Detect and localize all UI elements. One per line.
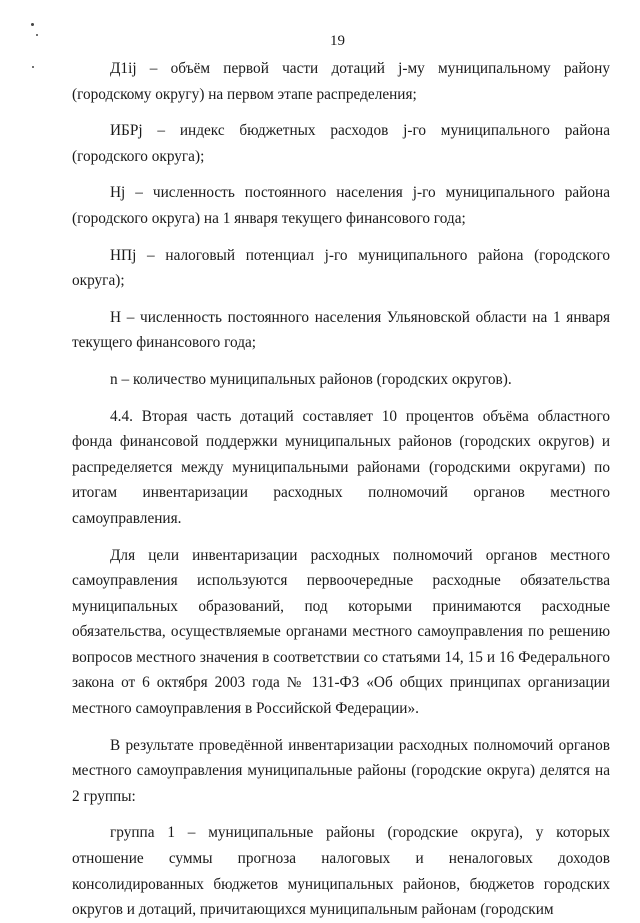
definition-n: n – количество муниципальных районов (городских округов). — [110, 370, 512, 388]
body-text — [72, 56, 610, 923]
groups-intro: В результате проведённой инвентаризации расходных полномочий органов местного самоуправления муниципальные районы (городские округа) делятся на 2 группы: — [72, 736, 610, 805]
inventory-paragraph: Для цели инвентаризации расходных полномочий органов местного самоуправления используются первоочередные расходные обязательства муниципальных образований, под которыми принимаются расходные обязательства, осуществляемые органами местного самоуправления по решению вопросов местного значения в соответствии со статьями 14, 15 и 16 Федерального закона от 6 октября 2003 года № 131-ФЗ «Об общих принципах организации местного самоуправления в Российской Федерации». — [72, 546, 610, 718]
definition-npj: НПj – налоговый потенциал j-го муниципального района (городского округа); — [72, 246, 610, 290]
definition-hj: Нj – численность постоянного населения j-го муниципального района (городского округа) на 1 января текущего финансового года; — [72, 184, 610, 227]
group-1-paragraph: группа 1 – муниципальные районы (городские округа), у которых отношение суммы прогноза налоговых и неналоговых доходов консолидированных бюджетов муниципальных районов, бюджетов городских округов и дотаций, причитающихся муниципальным районам (городским — [72, 824, 610, 919]
page-number: 19 — [330, 33, 345, 49]
definition-d1: Д1ij – объём первой части дотаций j-му муниципальному району (городскому округу) на первом этапе распределения; — [72, 60, 610, 103]
definition-h: Н – численность постоянного населения Ульяновской области на 1 января текущего финансового года; — [72, 308, 610, 352]
scan-speck — [32, 66, 34, 68]
scan-speck — [36, 34, 38, 36]
definition-ibr: ИБРj – индекс бюджетных расходов j-го муниципального района (городского округа); — [72, 122, 610, 165]
section-4-4: 4.4. Вторая часть дотаций составляет 10 процентов объёма областного фонда финансовой поддержки муниципальных районов (городских округов) и распределяется между муниципальными районами (городскими округами) по итогам инвентаризации расходных полномочий органов местного самоуправления. — [72, 407, 610, 527]
scan-speck — [31, 23, 34, 26]
